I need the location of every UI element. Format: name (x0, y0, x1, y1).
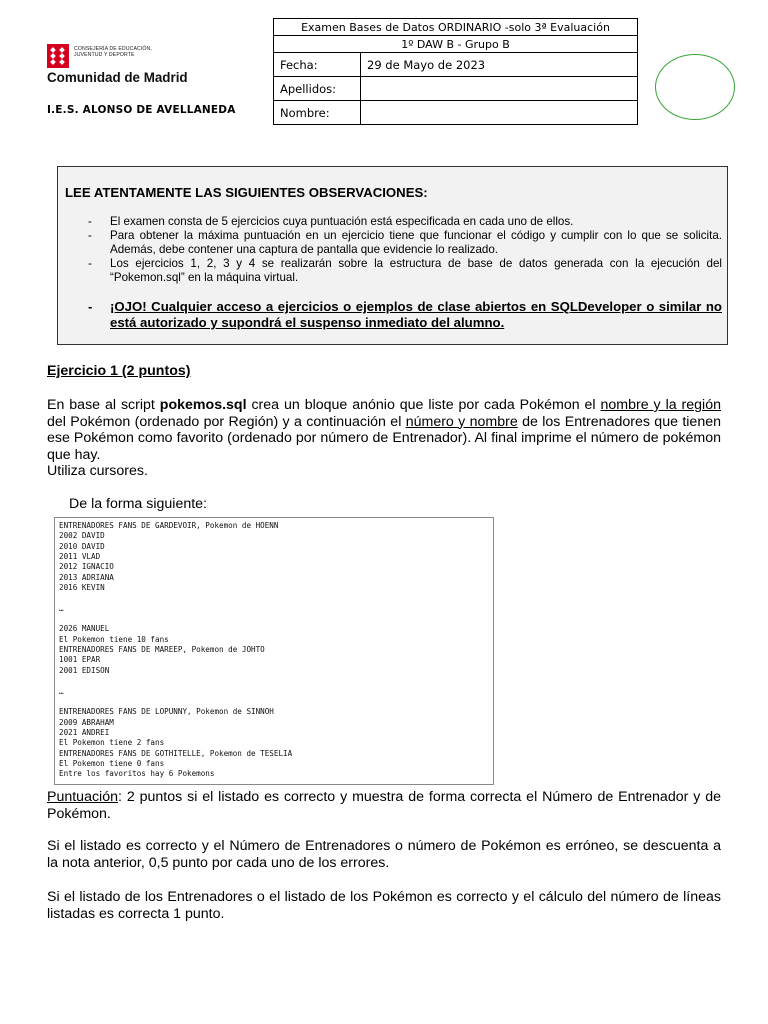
output-line: 2021 ANDREI (59, 727, 110, 737)
output-line: 2011 VLAD (59, 552, 101, 562)
output-line: ENTRENADORES FANS DE GOTHITELLE, Pokemon de TESELIA (59, 748, 293, 758)
output-line: 2016 KEVIN (59, 583, 105, 593)
output-line (59, 593, 292, 603)
scoring-rule-2: Si el listado es correcto y el Número de Entrenadores o número de Pokémon es erróneo, se descuenta a la nota anterior, 0,5 punto por cada uno de los errores. (47, 838, 721, 871)
output-line: 2009 ABRAHAM (59, 717, 114, 727)
scoring-paragraph: Puntuación: 2 puntos si el listado es correcto y muestra de forma correcta el Número de Entrenador y de Pokémon. (47, 789, 721, 822)
form-label: De la forma siguiente: (69, 496, 208, 512)
comunidad-madrid-logo (47, 44, 222, 94)
output-line: El Pokemon tiene 2 fans (59, 738, 165, 748)
output-line: 2013 ADRIANA (59, 572, 114, 582)
exam-group: 1º DAW B - Grupo B (274, 36, 638, 53)
underlined-name-region: nombre y la región (600, 397, 721, 413)
exam-header-table (273, 18, 638, 125)
name-label: Nombre: (274, 101, 361, 125)
output-line: 2010 DAVID (59, 541, 105, 551)
observation-item: - El examen consta de 5 ejercicios cuya puntuación está especificada en cada uno de ellos. (84, 215, 722, 229)
exercise-title: Ejercicio 1 (2 puntos) (47, 363, 191, 379)
observations-title: LEE ATENTAMENTE LAS SIGUIENTES OBSERVACIONES: (65, 185, 428, 200)
logo-subtitle: CONSEJERÍA DE EDUCACIÓN, JUVENTUD Y DEPORTE (74, 46, 152, 58)
observation-item: - Los ejercicios 1, 2, 3 y 4 se realizarán sobre la estructura de base de datos generada con la ejecución del “Pokemon.sql” en la máquina virtual. (84, 257, 722, 285)
warning-item: - ¡OJO! Cualquier acceso a ejercicios o ejemplos de clase abiertos en SQLDeveloper o similar no está autorizado y supondrá el suspenso inmediato del alumno. (84, 299, 722, 331)
output-line: 2002 DAVID (59, 531, 105, 541)
logo-name: Comunidad de Madrid (47, 70, 188, 85)
sample-output-screenshot (54, 517, 494, 785)
scoring-label: Puntuación (47, 789, 118, 805)
grade-oval (655, 54, 735, 120)
output-line (59, 676, 292, 686)
output-line: ENTRENADORES FANS DE LOPUNNY, Pokemon de SINNOH (59, 707, 274, 717)
script-name: pokemos.sql (159, 397, 247, 413)
surname-field[interactable] (361, 77, 638, 101)
output-line: 2001 EDISON (59, 665, 110, 675)
output-line: 1001 EPAR (59, 655, 101, 665)
output-line: 2012 IGNACIO (59, 562, 114, 572)
observations-box (57, 166, 728, 345)
output-line: Entre los favoritos hay 6 Pokemons (59, 769, 215, 779)
exercise-statement: En base al script pokemos.sql crea un bloque anónio que liste por cada Pokémon el nombre y la región del Pokémon (ordenado por Región) y a continuación el número y nombre de los Entrenadores que tienen ese Pokémon como favorito (ordenado por número de Entrenador). Al final imprime el número de pokémon que hay. Utiliza cursores. (47, 397, 721, 480)
scoring-rule-3: Si el listado de los Entrenadores o el listado de los Pokémon es correcto y el cálculo del número de líneas listadas es correcta 1 punto. (47, 889, 721, 922)
output-line: ENTRENADORES FANS DE MAREEP, Pokemon de JOHTO (59, 645, 265, 655)
output-line (59, 697, 292, 707)
exam-title: Examen Bases de Datos ORDINARIO -solo 3ª Evaluación (274, 19, 638, 36)
output-line: El Pokemon tiene 0 fans (59, 758, 165, 768)
school-name: I.E.S. ALONSO DE AVELLANEDA (47, 104, 236, 116)
date-label: Fecha: (274, 53, 361, 77)
underlined-number-name: número y nombre (405, 413, 518, 430)
date-value: 29 de Mayo de 2023 (361, 53, 638, 77)
output-line: … (59, 603, 64, 613)
output-line: 2026 MANUEL (59, 624, 110, 634)
output-lines (59, 521, 292, 780)
output-line: El Pokemon tiene 10 fans (59, 634, 169, 644)
surname-label: Apellidos: (274, 77, 361, 101)
output-line (59, 614, 292, 624)
name-field[interactable] (361, 101, 638, 125)
observations-list (84, 215, 722, 331)
madrid-flag-icon (47, 44, 69, 68)
observation-item: - Para obtener la máxima puntuación en un ejercicio tiene que funcionar el código y cumplir con lo que se solicita. Además, debe contener una captura de pantalla que evidencie lo realizado. (84, 229, 722, 257)
output-line: ENTRENADORES FANS DE GARDEVOIR, Pokemon de HOENN (59, 521, 279, 530)
output-line: … (59, 686, 64, 696)
